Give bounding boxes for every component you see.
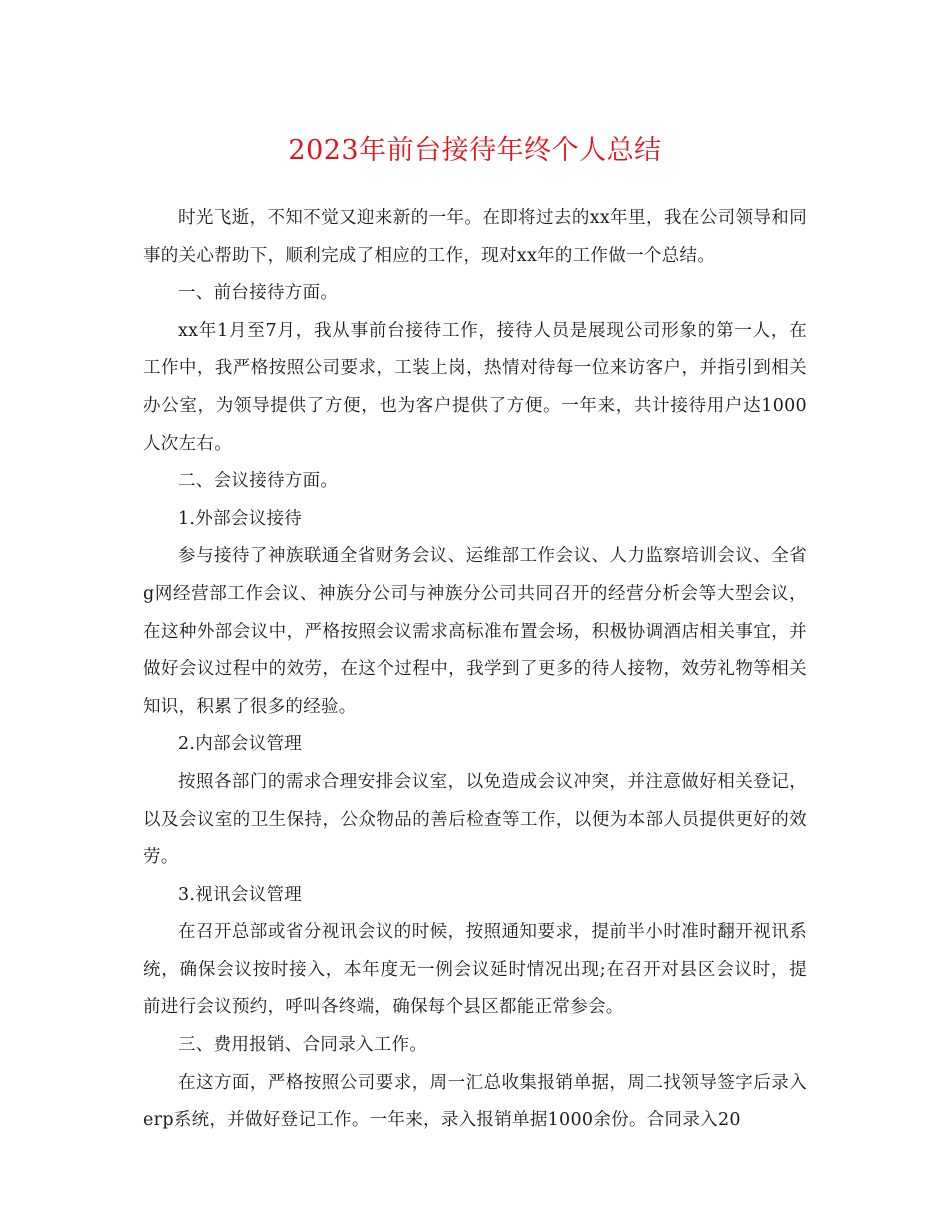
internal-meetings-paragraph: 按照各部门的需求合理安排会议室，以免造成会议冲突，并注意做好相关登记，以及会议室的卫生保持，公众物品的善后检查等工作，以便为本部人员提供更好的效劳。	[143, 771, 807, 868]
document-body	[143, 200, 807, 1140]
subheading-external-meetings: 1.外部会议接待	[178, 508, 303, 529]
section-heading-meetings: 二、会议接待方面。	[178, 471, 339, 492]
subheading-internal-meetings: 2.内部会议管理	[178, 734, 303, 755]
document-title: 2023年前台接待年终个人总结	[288, 135, 662, 166]
expenses-paragraph: 在这方面，严格按照公司要求，周一汇总收集报销单据，周二找领导签字后录入erp系统，并做好登记工作。一年来，录入报销单据1000余份。合同录入20	[143, 1072, 807, 1131]
video-meetings-paragraph: 在召开总部或省分视讯会议的时候，按照通知要求，提前半小时准时翻开视讯系统，确保会议按时接入，本年度无一例会议延时情况出现;在召开对县区会议时，提前进行会议预约，呼叫各终端，确保每个县区都能正常参会。	[143, 922, 807, 1018]
subheading-video-meetings: 3.视讯会议管理	[178, 884, 303, 905]
section-heading-expenses: 三、费用报销、合同录入工作。	[178, 1035, 428, 1056]
reception-paragraph: xx年1月至7月，我从事前台接待工作，接待人员是展现公司形象的第一人，在工作中，我严格按照公司要求，工装上岗，热情对待每一位来访客户，并指引到相关办公室，为领导提供了方便，也为客户提供了方便。一年来，共计接待用户达1000人次左右。	[143, 320, 807, 454]
section-heading-reception: 一、前台接待方面。	[178, 283, 339, 304]
external-meetings-paragraph: 参与接待了神族联通全省财务会议、运维部工作会议、人力监察培训会议、全省g网经营部工作会议、神族分公司与神族分公司共同召开的经营分析会等大型会议，在这种外部会议中，严格按照会议需求高标准布置会场，积极协调酒店相关事宜，并做好会议过程中的效劳，在这个过程中，我学到了更多的待人接物，效劳礼物等相关知识，积累了很多的经验。	[143, 546, 807, 717]
intro-paragraph: 时光飞逝，不知不觉又迎来新的一年。在即将过去的xx年里，我在公司领导和同事的关心帮助下，顺利完成了相应的工作，现对xx年的工作做一个总结。	[143, 208, 807, 266]
